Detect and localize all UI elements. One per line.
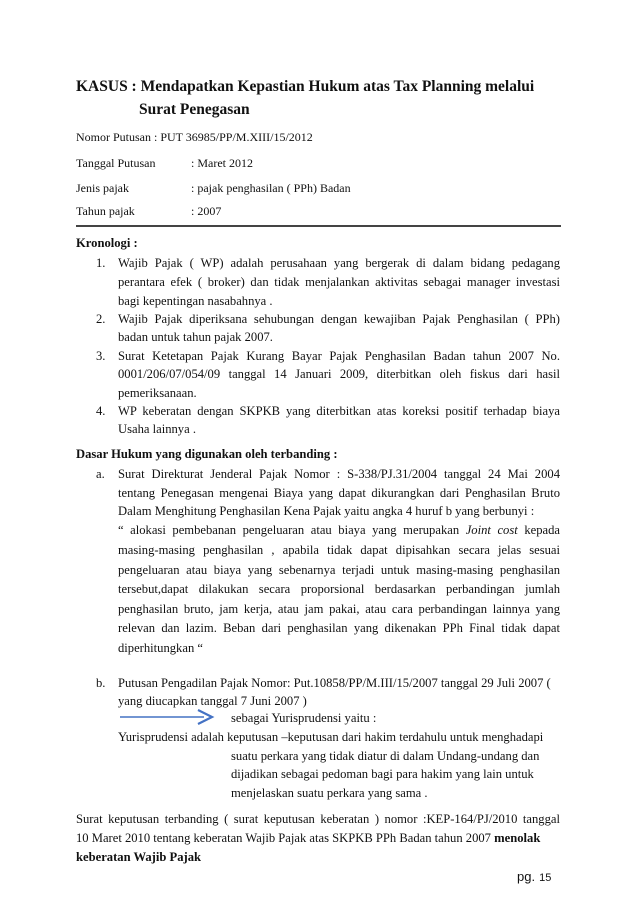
quote-emphasis: Joint cost [465, 523, 518, 537]
jurisprudence-definition: Yurisprudensi adalah keputusan –keputusan dari hakim terdahulu untuk menghadapi [118, 730, 544, 744]
legal-item-line: yang diucapkan tanggal 7 Juni 2007 ) [118, 694, 307, 708]
legal-item-line: tentang Penegasan mengenai Biaya yang dapat dikurangkan dari Penghasilan Bruto [118, 486, 560, 500]
list-item-line: Wajib Pajak diperiksana sehubungan dengan kewajiban Pajak Penghasilan ( PPh) [118, 312, 560, 326]
page-number-value: 15 [539, 872, 552, 884]
case-title: KASUS : Mendapatkan Kepastian Hukum atas Tax Planning melalui [76, 78, 535, 95]
quote-text: kepada [517, 523, 560, 537]
jurisprudence-label: sebagai Yurisprudensi yaitu : [231, 711, 377, 725]
meta-value-date: : Maret 2012 [191, 156, 253, 170]
list-item-line: WP keberatan dengan SKPKB yang diterbitkan atas koreksi positif terhadap biaya [118, 404, 560, 418]
meta-value-tax-type: : pajak penghasilan ( PPh) Badan [191, 181, 351, 195]
jurisprudence-definition: menjelaskan suatu perkara yang sama . [231, 786, 428, 800]
horizontal-rule [76, 225, 561, 227]
list-item-number: 2. [96, 312, 106, 326]
legal-item-number: a. [96, 467, 105, 481]
page-number [517, 868, 551, 886]
decision-number: Nomor Putusan : PUT 36985/PP/M.XIII/15/2012 [76, 130, 313, 144]
quote-line: masing-masing penghasilan , apabila tidak dapat dipisahkan secara jelas sesuai [118, 543, 560, 557]
case-title-continued: Surat Penegasan [139, 101, 250, 118]
list-item-line: Usaha lainnya . [118, 422, 196, 436]
list-item-line: Wajib Pajak ( WP) adalah perusahaan yang bergerak di dalam bidang pedagang [118, 256, 560, 270]
list-item-line: perantara efek ( broker) dan tidak menjalankan aktivitas sebagai manager investasi [118, 275, 560, 289]
quote-text: “ alokasi pembebanan pengeluaran atau biaya yang merupakan [118, 523, 466, 537]
list-item-line: badan untuk tahun pajak 2007. [118, 330, 273, 344]
chronology-heading: Kronologi : [76, 236, 138, 250]
list-item-number: 3. [96, 349, 106, 363]
list-item-line: 0001/206/07/054/09 tanggal 14 Januari 2009, diterbitkan oleh fiskus dari hasil [118, 367, 560, 381]
list-item-line: bagi kepentingan nasabahnya . [118, 294, 273, 308]
closing-line: keberatan Wajib Pajak [76, 850, 202, 864]
list-item-number: 4. [96, 404, 106, 418]
legal-item-line: Dalam Menghitung Penghasilan Kena Pajak yaitu angka 4 huruf b yang berbunyi : [118, 504, 535, 518]
meta-label-tax-type: Jenis pajak [76, 181, 129, 195]
list-item-line: pemeriksanaan. [118, 386, 197, 400]
legal-basis-heading: Dasar Hukum yang digunakan oleh terbanding : [76, 447, 338, 461]
legal-item-line: Surat Direkturat Jenderal Pajak Nomor : S-338/PJ.31/2004 tanggal 24 Mai 2004 [118, 467, 560, 481]
legal-item-number: b. [96, 676, 106, 690]
closing-text: 10 Maret 2010 tentang keberatan Wajib Pajak atas SKPKB PPh Badan tahun 2007 [76, 831, 495, 845]
quote-line: tersebut,dapat dilakukan secara proporsional berdasarkan perbandingan jumlah [118, 582, 560, 596]
jurisprudence-definition: dijadikan sebagai pedoman bagi para hakim yang lain untuk [231, 767, 534, 781]
meta-label-tax-year: Tahun pajak [76, 204, 135, 218]
list-item-number: 1. [96, 256, 106, 270]
meta-value-tax-year: : 2007 [191, 204, 222, 218]
page-number-label: pg. [517, 869, 536, 884]
quote-line: penghasilan bruto, jam kerja, atau jam pakai, atau cara perbandingan lainnya yang [118, 602, 560, 616]
arrow-icon [118, 708, 218, 726]
quote-line [118, 523, 560, 538]
list-item-line: Surat Ketetapan Pajak Kurang Bayar Pajak Penghasilan Badan tahun 2007 No. [118, 349, 560, 363]
quote-line: relevan dan lazim. Beban dari penghasilan yang dikenakan PPh Final tidak dapat [118, 621, 560, 635]
quote-line: diperhitungkan “ [118, 641, 203, 655]
closing-line: Surat keputusan terbanding ( surat keputusan keberatan ) nomor :KEP-164/PJ/2010 tanggal [76, 812, 560, 826]
quote-line: pengeluaran atau biaya yang sebenarnya terjadi untuk masing-masing penghasilan [118, 563, 560, 577]
closing-line [76, 831, 540, 846]
closing-emphasis: menolak [494, 831, 541, 845]
meta-label-date: Tanggal Putusan [76, 156, 156, 170]
jurisprudence-definition: suatu perkara yang tidak diatur di dalam Undang-undang dan [231, 749, 540, 763]
legal-item-line: Putusan Pengadilan Pajak Nomor: Put.10858/PP/M.III/15/2007 tanggal 29 Juli 2007 ( [118, 676, 551, 690]
